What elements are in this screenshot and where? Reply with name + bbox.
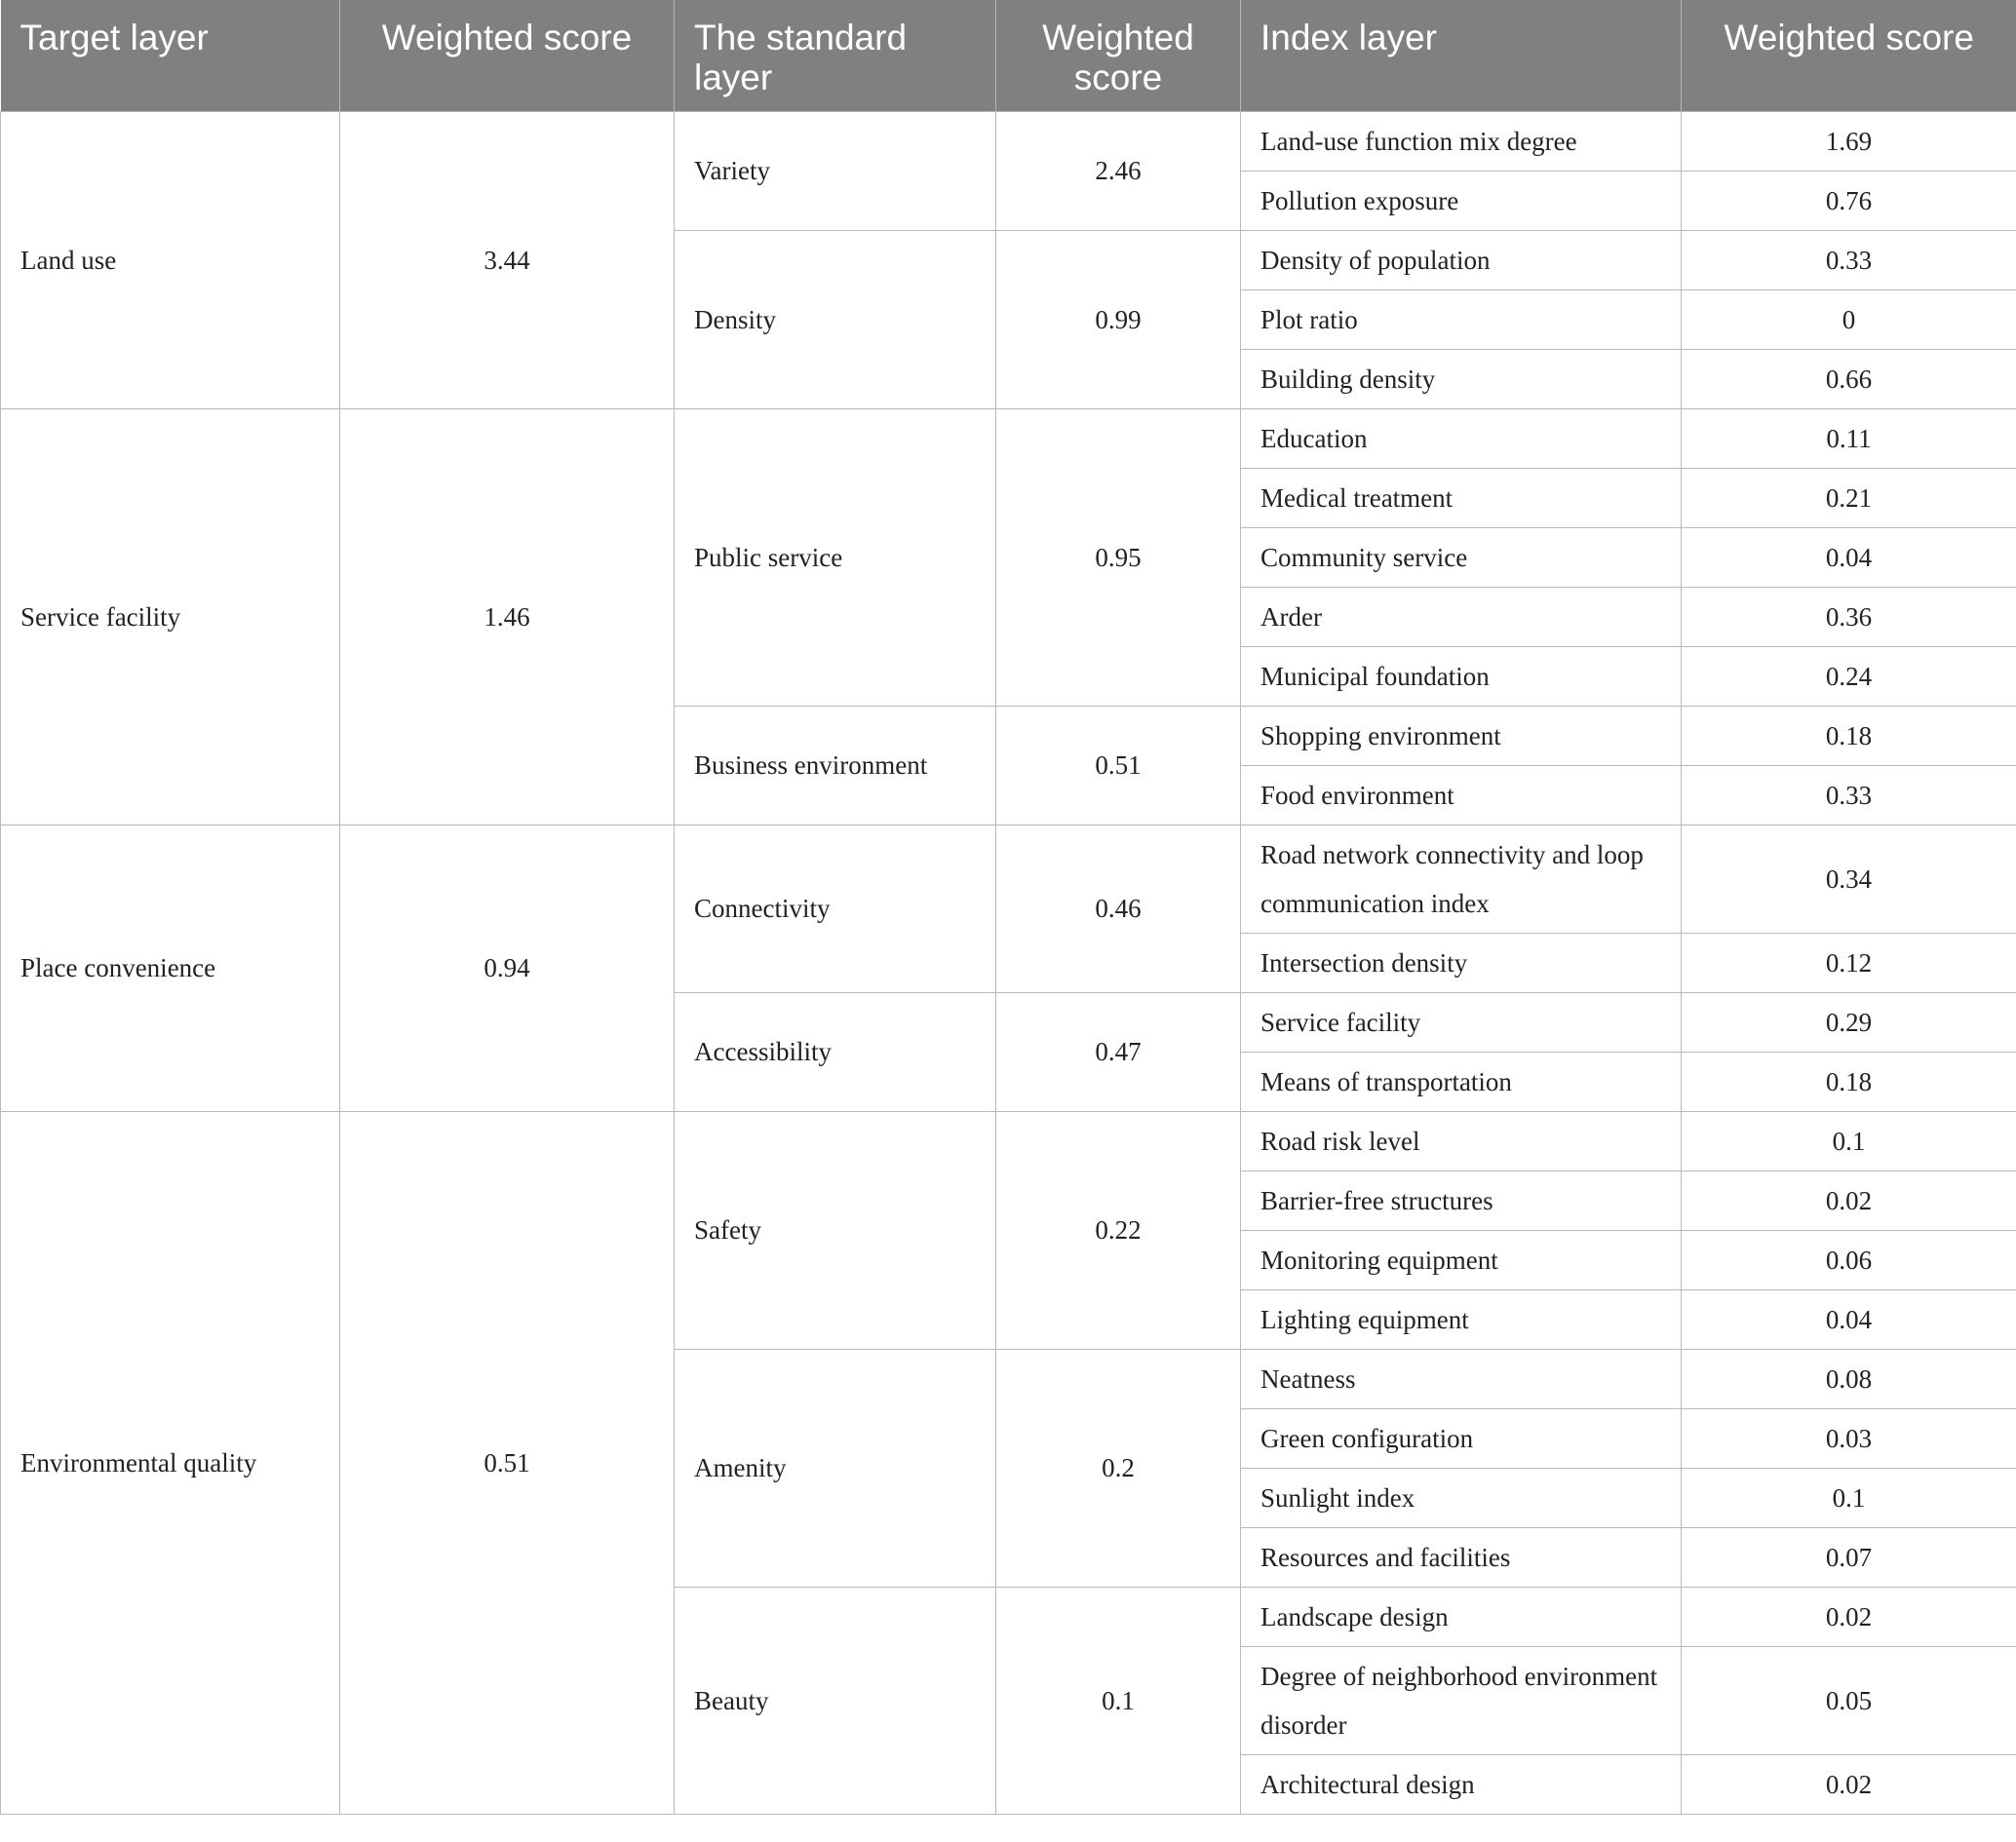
index-layer-cell: Road risk level	[1241, 1111, 1682, 1170]
index-weighted-score-cell: 0.05	[1682, 1646, 2016, 1754]
standard-layer-cell: Public service	[675, 408, 996, 706]
index-weighted-score-cell: 0.1	[1682, 1111, 2016, 1170]
target-weighted-score-cell: 0.51	[340, 1111, 675, 1814]
index-weighted-score-cell: 0.12	[1682, 933, 2016, 992]
index-weighted-score-cell: 0.21	[1682, 468, 2016, 527]
index-layer-cell: Municipal foundation	[1241, 646, 1682, 706]
index-layer-cell: Lighting equipment	[1241, 1289, 1682, 1349]
index-weighted-score-cell: 0.33	[1682, 230, 2016, 289]
index-weighted-score-cell: 0	[1682, 289, 2016, 349]
index-weighted-score-cell: 0.08	[1682, 1349, 2016, 1408]
index-layer-cell: Shopping environment	[1241, 706, 1682, 765]
index-layer-cell: Road network connectivity and loop communication index	[1241, 825, 1682, 933]
standard-weighted-score-cell: 0.2	[996, 1349, 1241, 1587]
index-layer-cell: Green configuration	[1241, 1408, 1682, 1468]
standard-weighted-score-cell: 0.46	[996, 825, 1241, 992]
index-layer-cell: Education	[1241, 408, 1682, 468]
index-layer-cell: Pollution exposure	[1241, 171, 1682, 230]
standard-weighted-score-cell: 0.95	[996, 408, 1241, 706]
standard-layer-cell: Beauty	[675, 1587, 996, 1814]
index-layer-cell: Sunlight index	[1241, 1468, 1682, 1527]
index-layer-cell: Building density	[1241, 349, 1682, 408]
standard-layer-cell: Safety	[675, 1111, 996, 1349]
header-row	[1, 0, 2016, 111]
index-layer-cell: Service facility	[1241, 992, 1682, 1052]
standard-weighted-score-cell: 0.51	[996, 706, 1241, 825]
header-target-layer: Target layer	[1, 0, 340, 111]
index-weighted-score-cell: 0.36	[1682, 587, 2016, 646]
index-layer-cell: Community service	[1241, 527, 1682, 587]
index-weighted-score-cell: 0.1	[1682, 1468, 2016, 1527]
target-weighted-score-cell: 3.44	[340, 111, 675, 408]
index-weighted-score-cell: 0.04	[1682, 1289, 2016, 1349]
index-layer-cell: Monitoring equipment	[1241, 1230, 1682, 1289]
standard-layer-cell: Business environment	[675, 706, 996, 825]
index-weighted-score-cell: 0.24	[1682, 646, 2016, 706]
index-layer-cell: Land-use function mix degree	[1241, 111, 1682, 171]
index-weighted-score-cell: 0.66	[1682, 349, 2016, 408]
standard-weighted-score-cell: 0.99	[996, 230, 1241, 408]
index-weighted-score-cell: 1.69	[1682, 111, 2016, 171]
standard-layer-cell: Connectivity	[675, 825, 996, 992]
header-index-layer: Index layer	[1241, 0, 1682, 111]
index-layer-cell: Medical treatment	[1241, 468, 1682, 527]
standard-weighted-score-cell: 0.1	[996, 1587, 1241, 1814]
standard-weighted-score-cell: 0.22	[996, 1111, 1241, 1349]
index-weighted-score-cell: 0.33	[1682, 765, 2016, 825]
standard-layer-cell: Variety	[675, 111, 996, 230]
index-weighted-score-cell: 0.11	[1682, 408, 2016, 468]
index-layer-cell: Intersection density	[1241, 933, 1682, 992]
header-target-weighted-score: Weighted score	[340, 0, 675, 111]
target-layer-cell: Service facility	[1, 408, 340, 825]
index-weighted-score-cell: 0.02	[1682, 1587, 2016, 1646]
table-row	[1, 111, 2016, 171]
index-weighted-score-cell: 0.02	[1682, 1170, 2016, 1230]
standard-layer-cell: Amenity	[675, 1349, 996, 1587]
index-weighted-score-cell: 0.34	[1682, 825, 2016, 933]
index-weighted-score-cell: 0.18	[1682, 706, 2016, 765]
index-layer-cell: Food environment	[1241, 765, 1682, 825]
header-standard-weighted-score: Weighted score	[996, 0, 1241, 111]
header-standard-layer: The standard layer	[675, 0, 996, 111]
standard-layer-cell: Accessibility	[675, 992, 996, 1111]
index-weighted-score-cell: 0.06	[1682, 1230, 2016, 1289]
index-weighted-score-cell: 0.04	[1682, 527, 2016, 587]
index-layer-cell: Plot ratio	[1241, 289, 1682, 349]
index-weighted-score-cell: 0.29	[1682, 992, 2016, 1052]
table-header	[1, 0, 2016, 111]
standard-layer-cell: Density	[675, 230, 996, 408]
index-weighted-score-cell: 0.07	[1682, 1527, 2016, 1587]
index-layer-cell: Resources and facilities	[1241, 1527, 1682, 1587]
index-layer-cell: Landscape design	[1241, 1587, 1682, 1646]
index-layer-cell: Means of transportation	[1241, 1052, 1682, 1111]
index-layer-cell: Degree of neighborhood environment disorder	[1241, 1646, 1682, 1754]
table-row	[1, 825, 2016, 933]
table-row	[1, 1111, 2016, 1170]
target-layer-cell: Environmental quality	[1, 1111, 340, 1814]
target-weighted-score-cell: 0.94	[340, 825, 675, 1111]
index-layer-cell: Arder	[1241, 587, 1682, 646]
table-row	[1, 408, 2016, 468]
index-layer-cell: Neatness	[1241, 1349, 1682, 1408]
index-weighted-score-cell: 0.02	[1682, 1754, 2016, 1814]
target-weighted-score-cell: 1.46	[340, 408, 675, 825]
standard-weighted-score-cell: 0.47	[996, 992, 1241, 1111]
target-layer-cell: Place convenience	[1, 825, 340, 1111]
index-weighted-score-cell: 0.76	[1682, 171, 2016, 230]
index-layer-cell: Architectural design	[1241, 1754, 1682, 1814]
header-index-weighted-score: Weighted score	[1682, 0, 2016, 111]
table-body	[1, 111, 2016, 1814]
index-weighted-score-cell: 0.03	[1682, 1408, 2016, 1468]
index-weighted-score-cell: 0.18	[1682, 1052, 2016, 1111]
index-layer-cell: Density of population	[1241, 230, 1682, 289]
target-layer-cell: Land use	[1, 111, 340, 408]
index-layer-cell: Barrier-free structures	[1241, 1170, 1682, 1230]
standard-weighted-score-cell: 2.46	[996, 111, 1241, 230]
